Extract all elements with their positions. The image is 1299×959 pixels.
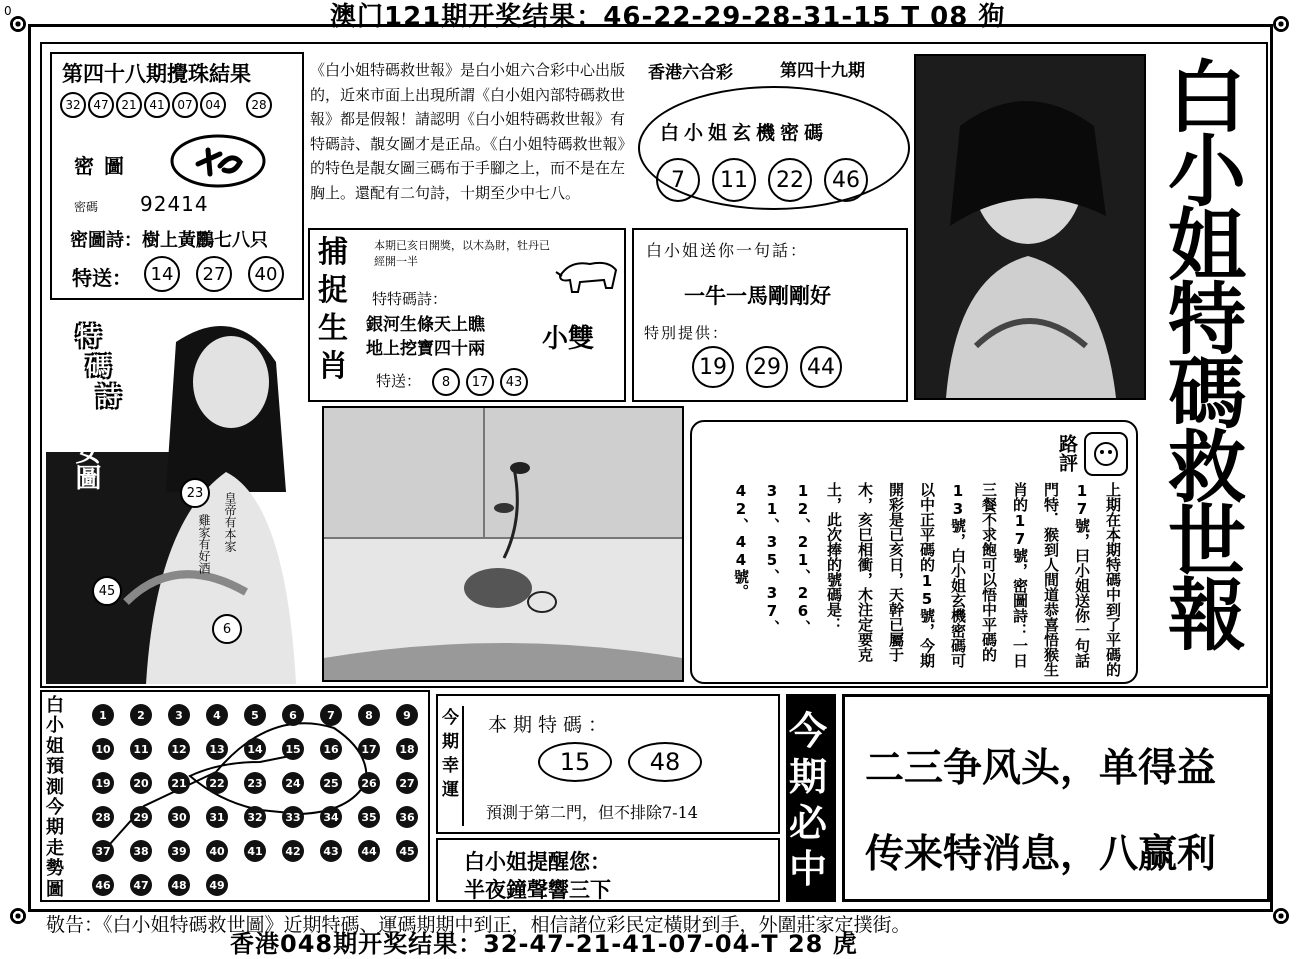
bizhong-panel bbox=[786, 694, 836, 902]
mitu-label: 密圖 bbox=[74, 154, 134, 178]
provide-label: 特別提供： bbox=[644, 324, 730, 342]
ball: 6 bbox=[212, 614, 242, 644]
commentary-line: 曰小姐送你一句話門特．猴到人間道恭喜 bbox=[1042, 482, 1091, 668]
lucky-balls bbox=[538, 742, 702, 782]
trend-ball: 34 bbox=[320, 806, 342, 828]
trend-ball: 29 bbox=[130, 806, 152, 828]
trend-char: 圖 bbox=[46, 878, 64, 900]
lucky-panel bbox=[436, 694, 780, 834]
mitu-scene bbox=[324, 408, 682, 680]
poem-label bbox=[76, 322, 121, 412]
register-mark-icon bbox=[1273, 16, 1289, 32]
trend-ball: 35 bbox=[358, 806, 380, 828]
ball: 29 bbox=[746, 346, 788, 388]
poem-label: 特特碼詩： bbox=[372, 290, 448, 308]
trend-ball: 19 bbox=[92, 772, 114, 794]
mystery-oval bbox=[638, 86, 910, 210]
slogan-panel bbox=[842, 694, 1270, 902]
commentary-panel bbox=[690, 420, 1138, 684]
left-mark: 0 bbox=[4, 4, 12, 18]
trend-ball: 8 bbox=[358, 704, 380, 726]
trend-ball: 10 bbox=[92, 738, 114, 760]
last-draw-panel bbox=[50, 52, 304, 300]
poem-char: 特 bbox=[76, 322, 102, 351]
register-mark-icon bbox=[10, 908, 26, 924]
trend-char: 勢 bbox=[46, 858, 64, 880]
commentary-line: 悟猴生肖的17號，密圖詩： bbox=[1011, 482, 1060, 677]
register-mark-icon bbox=[10, 16, 26, 32]
trend-ball: 33 bbox=[282, 806, 304, 828]
ball: 23 bbox=[180, 478, 210, 508]
trend-ball: 7 bbox=[320, 704, 342, 726]
trend-char: 測 bbox=[46, 776, 64, 798]
lucky-char: 期 bbox=[442, 732, 459, 752]
trend-ball: 17 bbox=[358, 738, 380, 760]
trend-ball: 4 bbox=[206, 704, 228, 726]
trend-ball: 30 bbox=[168, 806, 190, 828]
trend-ball: 46 bbox=[92, 874, 114, 896]
sentence-title: 白小姐送你一句話： bbox=[646, 241, 809, 260]
mima-label: 密碼 bbox=[74, 200, 99, 214]
panel-title: 第四十八期攪珠結果 bbox=[62, 61, 251, 86]
trend-ball: 27 bbox=[396, 772, 418, 794]
lucky-char: 幸 bbox=[442, 756, 459, 776]
trend-panel bbox=[40, 690, 430, 902]
remind-line-2: 半夜鐘聲響三下 bbox=[464, 878, 611, 902]
trend-ball: 45 bbox=[396, 840, 418, 862]
special-ball: 28 bbox=[246, 92, 272, 118]
slogan-line-2: 传来特消息，八赢利 bbox=[865, 832, 1217, 877]
ball: 44 bbox=[800, 346, 842, 388]
trend-char: 走 bbox=[46, 837, 64, 859]
ball: 15 bbox=[538, 742, 612, 782]
bizhong-char: 中 bbox=[789, 847, 828, 891]
ball: 43 bbox=[500, 368, 528, 396]
commentary-line: 亥巳相衝，木注定要克土，此次捧的號碼是：12、 bbox=[794, 482, 874, 662]
poem-line-2: 地上挖寶四十兩 bbox=[366, 339, 485, 359]
commentary-body bbox=[732, 482, 1128, 678]
notice-text: 《白小姐特碼救世報》是白小姐六合彩中心出版的，近來市面上出現所謂《白小姐內部特碼救世報》都是假報！請認明《白小姐特碼救世報》有特碼詩、靚女圖才是正品。《白小姐特碼救世報》的特色是靚女圖三碼布于手腳之上，而不是在左胸上。還配有二句詩，十期至少中七八。 bbox=[310, 61, 633, 202]
mitu-picture bbox=[322, 406, 684, 682]
ball: 22 bbox=[768, 158, 812, 202]
footer-result: 香港048期开奖结果：32-47-21-41-07-04-T 28 虎 bbox=[230, 930, 858, 958]
ball: 46 bbox=[824, 158, 868, 202]
ball: 40 bbox=[248, 256, 284, 292]
trend-ball: 22 bbox=[206, 772, 228, 794]
trend-ball: 43 bbox=[320, 840, 342, 862]
top-photo bbox=[914, 54, 1146, 400]
trend-ball: 28 bbox=[92, 806, 114, 828]
trend-ball: 31 bbox=[206, 806, 228, 828]
poem-char: 碼 bbox=[86, 352, 112, 381]
trend-ball: 47 bbox=[130, 874, 152, 896]
commentary-label: 路評 bbox=[1056, 434, 1078, 472]
trend-label bbox=[46, 696, 68, 900]
hk-label: 香港六合彩 bbox=[648, 63, 733, 83]
bizhong-label bbox=[789, 708, 827, 892]
ball: 27 bbox=[196, 256, 232, 292]
oval-balls bbox=[656, 158, 868, 202]
trend-ball: 14 bbox=[244, 738, 266, 760]
trend-ball: 5 bbox=[244, 704, 266, 726]
ball: 45 bbox=[92, 576, 122, 606]
ball: 21 bbox=[116, 92, 142, 118]
trend-ball: 1 bbox=[92, 704, 114, 726]
slogan-line-1: 二三争风头，单得益 bbox=[865, 746, 1217, 791]
bizhong-char: 期 bbox=[789, 755, 828, 799]
zodiac-char: 生 bbox=[318, 311, 348, 346]
lucky-char: 運 bbox=[442, 780, 459, 800]
footer-notice: 敬告：《白小姐特碼救世圖》近期特碼、運碼期期中到正，相信諸位彩民定橫財到手，外圍莊家定撲街。 bbox=[46, 914, 911, 936]
lucky-label bbox=[442, 706, 464, 826]
ball: 17 bbox=[466, 368, 494, 396]
trend-char: 姐 bbox=[46, 735, 64, 757]
bizhong-char: 必 bbox=[789, 801, 828, 845]
trend-ball: 26 bbox=[358, 772, 380, 794]
ball: 48 bbox=[628, 742, 702, 782]
lucky-title: 本期特碼： bbox=[488, 714, 614, 736]
lucky-char: 今 bbox=[442, 708, 459, 728]
commentary-line: 上期在本期特碼中到了平碼的17號， bbox=[1073, 482, 1122, 677]
sentence-text: 一牛一馬剛剛好 bbox=[684, 284, 831, 308]
trend-ball: 11 bbox=[130, 738, 152, 760]
oval-title: 白小姐玄機密碼 bbox=[660, 122, 829, 144]
ball: 11 bbox=[712, 158, 756, 202]
trend-char: 期 bbox=[46, 817, 64, 839]
trend-ball: 3 bbox=[168, 704, 190, 726]
trend-ball: 21 bbox=[168, 772, 190, 794]
ball: 32 bbox=[60, 92, 86, 118]
commentary-line: 可以中正平碼的15號，今期開彩是已亥日，天幹已屬于木， bbox=[856, 482, 967, 668]
poem-char: 詩 bbox=[96, 382, 122, 411]
trend-ball: 41 bbox=[244, 840, 266, 862]
trend-ball: 25 bbox=[320, 772, 342, 794]
poem-line-1: 銀河生條天上瞧 bbox=[366, 315, 485, 335]
commentary-line: 一日三餐不求飽可以悟中平碼的13號，白小姐玄機密碼 bbox=[949, 482, 1029, 668]
remind-line-1: 白小姐提醒您： bbox=[464, 850, 611, 874]
ball: 8 bbox=[432, 368, 460, 396]
header-result: 澳门121期开奖结果：46-22-29-28-31-15 T 08 狗 bbox=[330, 2, 1006, 32]
poem-handwriting-1: 皇帝有本家 bbox=[223, 492, 237, 552]
tesong-label: 特送： bbox=[72, 266, 132, 290]
trend-ball: 39 bbox=[168, 840, 190, 862]
mitu-drawing bbox=[168, 132, 268, 190]
ball: 07 bbox=[172, 92, 198, 118]
trend-ball: 37 bbox=[92, 840, 114, 862]
trend-char: 今 bbox=[46, 797, 64, 819]
trend-char: 白 bbox=[46, 695, 64, 716]
poem-handwriting-2: 雞家有好酒 bbox=[197, 514, 211, 574]
trend-ball: 2 bbox=[130, 704, 152, 726]
sentence-balls bbox=[692, 346, 842, 388]
zodiac-char: 捕 bbox=[318, 235, 348, 270]
trend-ball: 44 bbox=[358, 840, 380, 862]
zodiac-title bbox=[318, 234, 354, 386]
trend-ball: 42 bbox=[282, 840, 304, 862]
poem-sub: 靚女圖 bbox=[71, 412, 101, 490]
bizhong-char: 今 bbox=[789, 709, 828, 753]
trend-ball: 49 bbox=[206, 874, 228, 896]
monkey-icon bbox=[1084, 432, 1128, 476]
trend-ball: 48 bbox=[168, 874, 190, 896]
ball: 14 bbox=[144, 256, 180, 292]
trend-ball: 9 bbox=[396, 704, 418, 726]
zodiac-answer: 小雙 bbox=[542, 324, 595, 354]
trend-char: 預 bbox=[46, 756, 64, 778]
trend-char: 小 bbox=[46, 715, 64, 737]
trend-ball: 18 bbox=[396, 738, 418, 760]
ox-icon bbox=[550, 248, 626, 302]
hk-issue: 第四十九期 bbox=[780, 61, 865, 81]
zodiac-note: 本期已亥日開獎，以木為財，牡丹已經開一半 bbox=[374, 239, 550, 268]
tesong-balls bbox=[144, 256, 284, 292]
masthead-title: 白小姐特碼救世報 bbox=[1155, 56, 1245, 648]
trend-ball: 36 bbox=[396, 806, 418, 828]
zodiac-tesong-balls bbox=[432, 368, 528, 396]
trend-ball: 40 bbox=[206, 840, 228, 862]
zodiac-char: 肖 bbox=[318, 349, 348, 384]
ball: 7 bbox=[656, 158, 700, 202]
trend-ball: 6 bbox=[282, 704, 304, 726]
sentence-panel bbox=[632, 228, 908, 402]
trend-grid bbox=[92, 704, 434, 908]
ball: 41 bbox=[144, 92, 170, 118]
mima-value: 92414 bbox=[140, 192, 209, 216]
trend-ball: 20 bbox=[130, 772, 152, 794]
trend-ball: 13 bbox=[206, 738, 228, 760]
trend-ball: 32 bbox=[244, 806, 266, 828]
ball: 19 bbox=[692, 346, 734, 388]
photo-figure bbox=[916, 56, 1144, 398]
register-mark-icon bbox=[1273, 908, 1289, 924]
trend-ball: 24 bbox=[282, 772, 304, 794]
trend-ball: 16 bbox=[320, 738, 342, 760]
remind-panel bbox=[436, 838, 780, 902]
lucky-note: 預測于第二門，但不排除7-14 bbox=[486, 803, 698, 822]
trend-ball: 23 bbox=[244, 772, 266, 794]
mitu-poem: 密圖詩：樹上黃鸝七八只 bbox=[70, 230, 268, 251]
draw-balls bbox=[60, 92, 272, 118]
commentary-line: 21、26、31、35、37、42、44號。 bbox=[732, 482, 812, 635]
trend-ball: 38 bbox=[130, 840, 152, 862]
zodiac-char: 捉 bbox=[318, 273, 348, 308]
trend-ball: 12 bbox=[168, 738, 190, 760]
zodiac-panel bbox=[308, 228, 626, 402]
ball: 47 bbox=[88, 92, 114, 118]
trend-ball: 15 bbox=[282, 738, 304, 760]
ball: 04 bbox=[200, 92, 226, 118]
poem-photo bbox=[46, 302, 304, 684]
zodiac-tesong-label: 特送： bbox=[376, 372, 422, 390]
